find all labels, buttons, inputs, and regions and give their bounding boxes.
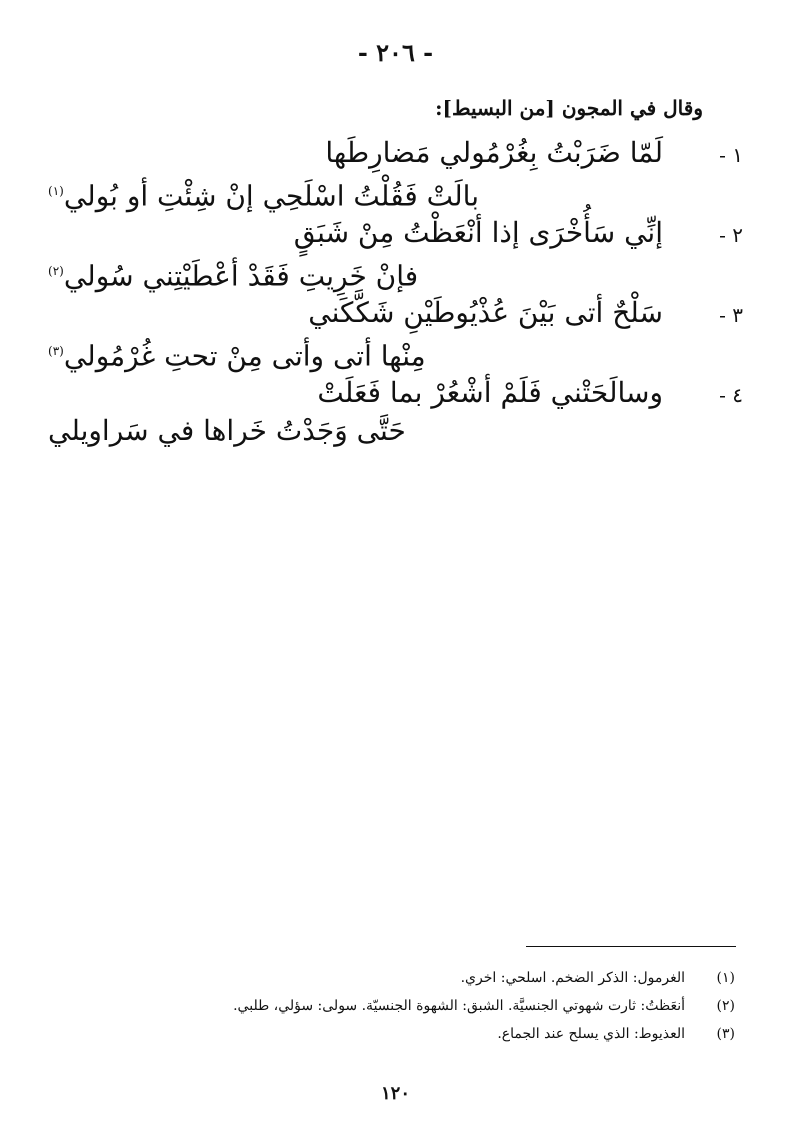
hemistich-text: مِنْها أتى وأتى مِنْ تحتِ غُرْمُولي [63, 339, 426, 373]
hemistich-text: بالَتْ فَقُلْتُ اسْلَحِي إنْ شِئْتِ أو بُولي [63, 179, 479, 213]
verse-3 [40, 295, 743, 375]
footnote-2 [60, 992, 735, 1020]
verse-2 [40, 215, 743, 295]
poem-intro: وقال في المجون [من البسيط]: [435, 96, 703, 120]
footnote-text: الغرمول: الذكر الضخم. اسلحي: اخري. [460, 970, 685, 986]
verse-first-hemistich: لَمّا ضَرَبْتُ بِغُرْمُولي مَضارِطَها [325, 136, 663, 169]
footnotes [60, 964, 735, 1048]
running-header: - ٢٠٦ - [357, 38, 434, 67]
verse-4 [40, 375, 743, 455]
verse-second-hemistich [48, 253, 418, 294]
verse-number: ٢ - [719, 223, 743, 247]
footnote-separator [526, 946, 736, 947]
footnote-number: (١) [716, 970, 735, 986]
footnote-ref[interactable]: (٢) [48, 264, 64, 278]
verse-first-hemistich: سَلْحٌ أتى بَيْنَ عُذْيُوطَيْنِ شَكَّكَني [308, 296, 663, 329]
verse-second-hemistich [48, 413, 406, 449]
hemistich-text: حَتَّى وَجَدْتُ خَراها في سَراويلي [48, 414, 406, 447]
verse-second-hemistich [48, 333, 426, 374]
verse-first-hemistich: وسالَحَتْني فَلَمْ أشْعُرْ بما فَعَلَتْ [317, 376, 663, 409]
footnote-1 [60, 964, 735, 992]
poem [40, 135, 743, 455]
verse-1 [40, 135, 743, 215]
verse-first-hemistich: إنِّي سَأُخْرَى إذا أنْعَظْتُ مِنْ شَبَقٍ [293, 216, 663, 249]
verse-number: ٤ - [719, 383, 743, 407]
verse-number: ١ - [719, 143, 743, 167]
footnote-3 [60, 1020, 735, 1048]
hemistich-text: فإنْ خَرِيتِ فَقَدْ أعْطَيْتِني سُولي [63, 259, 419, 293]
verse-second-hemistich [48, 173, 479, 214]
footnote-text: العذيوط: الذي يسلح عند الجماع. [497, 1026, 685, 1042]
footnote-ref[interactable]: (٣) [48, 344, 64, 358]
footnote-ref[interactable]: (١) [48, 184, 64, 198]
page-number: ١٢٠ [380, 1083, 410, 1104]
footnote-number: (٢) [716, 998, 735, 1014]
verse-number: ٣ - [719, 303, 743, 327]
footnote-number: (٣) [716, 1026, 735, 1042]
footnote-text: أنعَظتُ: ثارت شهوتي الجنسيَّة. الشبق: الشهوة الجنسيّة. سولى: سؤلي، طلبي. [233, 998, 685, 1014]
